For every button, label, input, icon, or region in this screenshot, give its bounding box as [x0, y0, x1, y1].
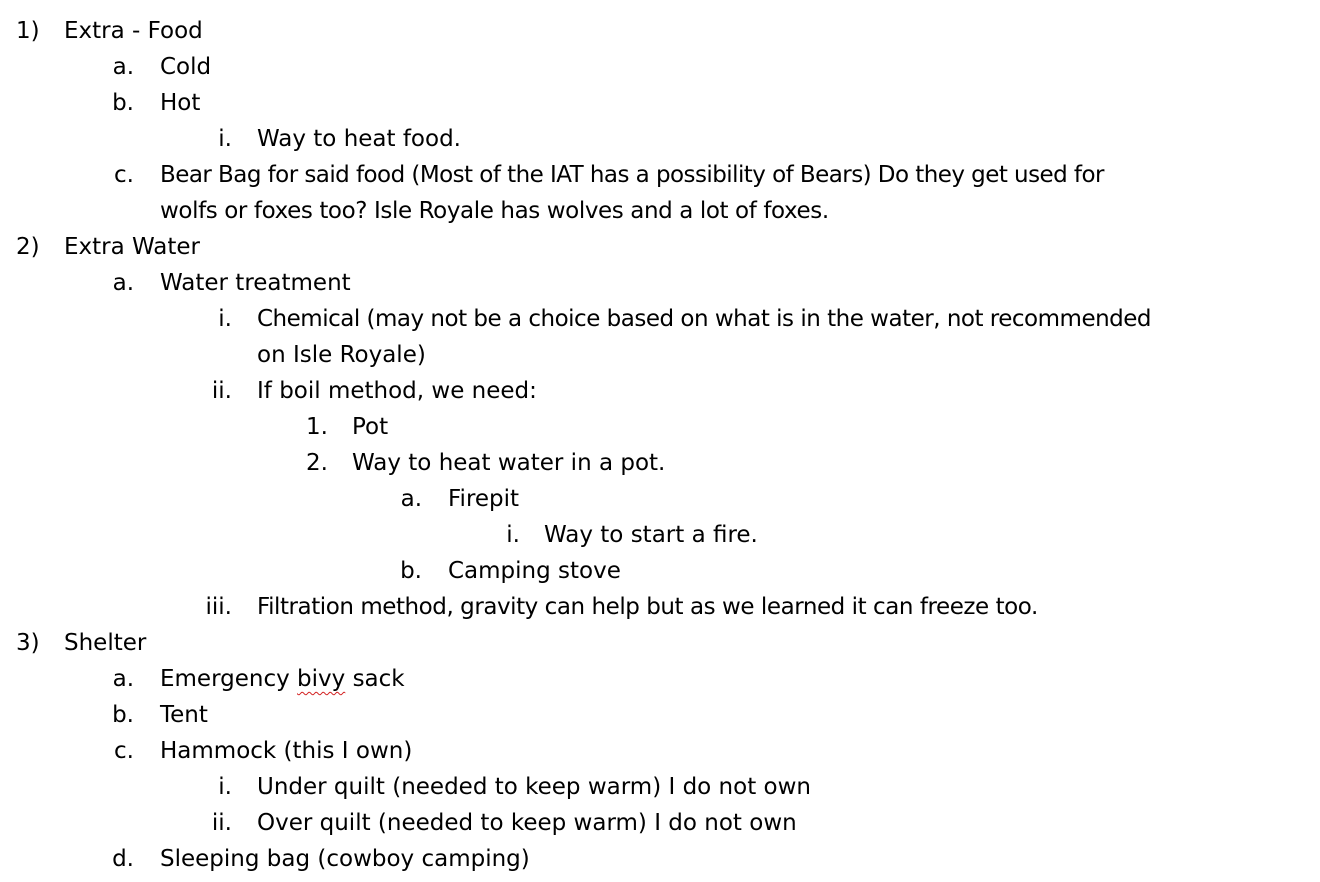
list-item-text: Filtration method, gravity can help but as we learned it can freeze too. — [257, 594, 1038, 620]
list-item-text: Hammock (this I own) — [160, 738, 413, 764]
list-marker: ii. — [211, 810, 232, 836]
list-item-text: wolfs or foxes too? Isle Royale has wolves and a lot of foxes. — [160, 198, 829, 224]
list-item-text: Tent — [160, 702, 208, 728]
list-item-text: Under quilt (needed to keep warm) I do not own — [257, 774, 811, 800]
list-marker: a. — [112, 54, 134, 80]
list-marker: c. — [114, 738, 134, 764]
list-item-text: Pot — [352, 414, 389, 440]
list-marker: 1) — [16, 18, 40, 44]
list-item-text: Shelter — [64, 630, 147, 656]
list-item-text: Sleeping bag (cowboy camping) — [160, 846, 530, 872]
list-marker: b. — [400, 558, 422, 584]
list-item-text — [160, 661, 405, 697]
list-item-text: Camping stove — [448, 558, 621, 584]
list-item-text: Way to start a fire. — [544, 522, 758, 548]
list-item-text: If boil method, we need: — [257, 378, 537, 404]
list-item-text: Way to heat water in a pot. — [352, 450, 666, 476]
list-marker: 2) — [16, 234, 40, 260]
list-marker: i. — [218, 774, 232, 800]
list-marker: c. — [114, 162, 134, 188]
list-item-text: Extra Water — [64, 234, 201, 260]
list-item-text: Water treatment — [160, 270, 351, 296]
list-item-text: Way to heat food. — [257, 126, 461, 152]
list-marker: d. — [112, 846, 134, 872]
list-item-text: Extra - Food — [64, 18, 203, 44]
list-marker: 2. — [306, 450, 328, 476]
list-marker: i. — [506, 522, 520, 548]
list-item-text: Firepit — [448, 486, 520, 512]
list-item-text: Chemical (may not be a choice based on what is in the water, not recommended — [257, 306, 1152, 332]
list-item-text: Over quilt (needed to keep warm) I do not own — [257, 810, 797, 836]
list-marker: 1. — [306, 414, 328, 440]
list-marker: 3) — [16, 630, 40, 656]
list-marker: a. — [112, 270, 134, 296]
list-marker: i. — [218, 126, 232, 152]
list-marker: a. — [112, 666, 134, 692]
list-item-text: Cold — [160, 54, 212, 80]
text-segment: Emergency — [160, 666, 298, 692]
text-segment: sack — [345, 666, 405, 692]
list-marker: ii. — [211, 378, 232, 404]
list-marker: i. — [218, 306, 232, 332]
list-item-text: on Isle Royale) — [257, 342, 426, 368]
spellcheck-flagged-word[interactable]: bivy — [297, 666, 346, 692]
list-marker: iii. — [205, 594, 232, 620]
list-item-text: Bear Bag for said food (Most of the IAT has a possibility of Bears) Do they get used for — [160, 162, 1104, 188]
list-marker: a. — [400, 486, 422, 512]
list-marker: b. — [112, 702, 134, 728]
list-item-text: Hot — [160, 90, 201, 116]
list-marker: b. — [112, 90, 134, 116]
